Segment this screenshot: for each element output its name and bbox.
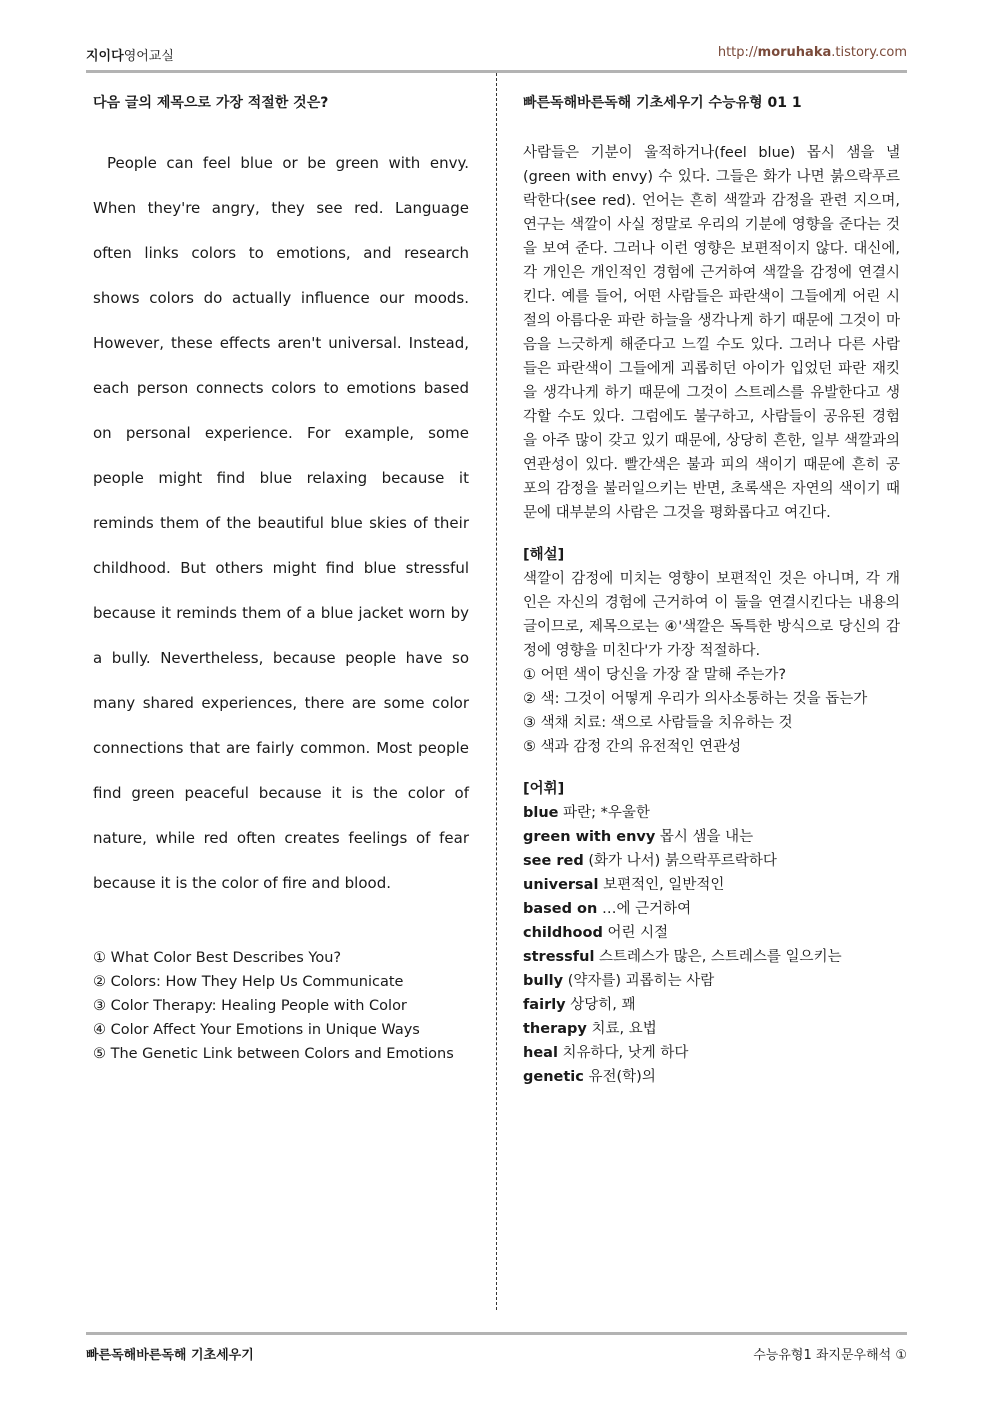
choice-1: ① What Color Best Describes You?: [93, 950, 342, 966]
vocab-item: [523, 849, 900, 873]
vocab-word: blue: [523, 805, 559, 821]
vocab-word: childhood: [523, 925, 603, 941]
vocab-meaning: 몹시 샘을 내는: [659, 829, 754, 845]
vocab-item: [523, 825, 900, 849]
vocab-item: [523, 1065, 900, 1089]
vocab-word: see red: [523, 853, 584, 869]
url-bold: moruhaka: [757, 45, 832, 60]
page-header: [86, 45, 907, 67]
vocab-word: genetic: [523, 1069, 584, 1085]
vocab-item: [523, 897, 900, 921]
vocab-item: [523, 921, 900, 945]
vocab-word: bully: [523, 973, 564, 989]
vocab-word: heal: [523, 1045, 558, 1061]
vocab-word: universal: [523, 877, 599, 893]
vocab-meaning: 스트레스가 많은, 스트레스를 일으키는: [599, 949, 842, 965]
footer-page-label: 수능유형1 좌지문우해석 ①: [753, 1348, 907, 1363]
vocab-item: [523, 1017, 900, 1041]
answer-choices: [93, 946, 469, 1066]
translation-text: 사람들은 기분이 울적하거나(feel blue) 몹시 샘을 낼(green with envy) 수 있다. 그들은 화가 나면 붉으락푸르락한다(see red). 언어는 흔히 색깔과 감정을 관련 지으며, 연구는 색깔이 사실 정말로 우리의 기분에 영향을 준다는 것을 보여 준다. 그러나 이런 영향은 보편적이지 않다. 대신에, 각 개인은 개인적인 경험에 근거하여 색깔을 감정에 연결시킨다. 예를 들어, 어떤 사람들은 파란색이 그들에게 어린 시절의 아름다운 파란 하늘을 생각나게 하기 때문에 그것이 마음을 느긋하게 해준다고 느낄 수도 있다. 그러나 다른 사람들은 파란색이 그들에게 괴롭히던 아이가 입었던 파란 재킷을 생각나게 하기 때문에 그것이 스트레스를 유발한다고 생각할 수도 있다. 그럼에도 불구하고, 사람들이 공유된 경험을 아주 많이 갖고 있기 때문에, 상당히 흔한, 일부 색깔과의 연관성이 있다. 빨간색은 불과 피의 색이기 때문에 흔히 공포의 감정을 불러일으키는 반면, 초록색은 자연의 색이기 때문에 대부분의 사람은 그것을 평화롭다고 여긴다.: [523, 145, 900, 521]
vocab-word: green with envy: [523, 829, 656, 845]
vocab-heading: [어휘]: [523, 781, 565, 797]
option-translation-2: ② 색: 그것이 어떻게 우리가 의사소통하는 것을 돕는가: [523, 691, 868, 707]
vocab-meaning: 치유하다, 낫게 하다: [562, 1045, 689, 1061]
vocab-word: fairly: [523, 997, 566, 1013]
brand-name-bold: 지이다: [86, 49, 124, 64]
blog-url[interactable]: [718, 45, 907, 60]
vocab-item: [523, 801, 900, 825]
option-translation-3: ③ 색채 치료: 색으로 사람들을 치유하는 것: [523, 715, 793, 731]
choice-3: ③ Color Therapy: Healing People with Color: [93, 998, 407, 1014]
option-translation-1: ① 어떤 색이 당신을 가장 잘 말해 주는가?: [523, 667, 787, 683]
vocab-word: based on: [523, 901, 598, 917]
vocab-meaning: 보편적인, 일반적인: [603, 877, 725, 893]
url-prefix: http://: [717, 45, 758, 60]
vocab-item: [523, 993, 900, 1017]
explanation-heading: [해설]: [523, 547, 565, 563]
column-divider: [496, 73, 497, 1310]
vocab-word: therapy: [523, 1021, 587, 1037]
answer-column: [523, 92, 900, 1089]
vocab-word: stressful: [523, 949, 595, 965]
option-translation-5: ⑤ 색과 감정 간의 유전적인 연관성: [523, 739, 742, 755]
answer-title: 빠른독해바른독해 기초세우기 수능유형 01 1: [523, 95, 802, 111]
vocab-list: [523, 801, 900, 1089]
vocab-item: [523, 873, 900, 897]
vocab-item: [523, 945, 900, 969]
footer-book-title: 빠른독해바른독해 기초세우기: [86, 1348, 254, 1363]
vocab-meaning: 치료, 요법: [591, 1021, 657, 1037]
url-suffix: .tistory.com: [831, 45, 907, 60]
vocab-item: [523, 1041, 900, 1065]
footer-rule: [86, 1332, 907, 1335]
vocab-meaning: 유전(학)의: [588, 1069, 656, 1085]
vocab-meaning: 어린 시절: [607, 925, 669, 941]
brand-name: [86, 45, 174, 64]
question-column: [93, 92, 469, 1066]
passage-text: People can feel blue or be green with envy. When they're angry, they see red. Language often links colors to emotions, and research shows colors do actually influence our moods. However, these effects aren't universal. Instead, each person connects colors to emotions based on personal experience. For example, some people might find blue relaxing because it reminds them of the beautiful blue skies of their childhood. But others might find blue stressful because it reminds them of a blue jacket worn by a bully. Nevertheless, because people have so many shared experiences, there are some color connections that are fairly common. Most people find green peaceful because it is the color of nature, while red often creates feelings of fear because it is the color of fire and blood.: [93, 154, 469, 892]
brand-name-rest: 영어교실: [123, 49, 174, 64]
vocab-item: [523, 969, 900, 993]
choice-4: ④ Color Affect Your Emotions in Unique Ways: [93, 1022, 420, 1038]
choice-2: ② Colors: How They Help Us Communicate: [93, 974, 404, 990]
explanation-text: 색깔이 감정에 미치는 영향이 보편적인 것은 아니며, 각 개인은 자신의 경험에 근거하여 이 둘을 연결시킨다는 내용의 글이므로, 제목으로는 ④'색깔은 독특한 방식으로 당신의 감정에 영향을 미친다'가 가장 적절하다.: [523, 571, 900, 659]
choice-5: ⑤ The Genetic Link between Colors and Emotions: [93, 1046, 454, 1062]
vocab-meaning: …에 근거하여: [601, 901, 692, 917]
question-title: 다음 글의 제목으로 가장 적절한 것은?: [93, 95, 329, 111]
vocab-meaning: 파란; *우울한: [563, 805, 650, 821]
vocab-meaning: (화가 나서) 붉으락푸르락하다: [588, 853, 777, 869]
vocab-meaning: (약자를) 괴롭히는 사람: [567, 973, 715, 989]
vocab-meaning: 상당히, 꽤: [570, 997, 636, 1013]
